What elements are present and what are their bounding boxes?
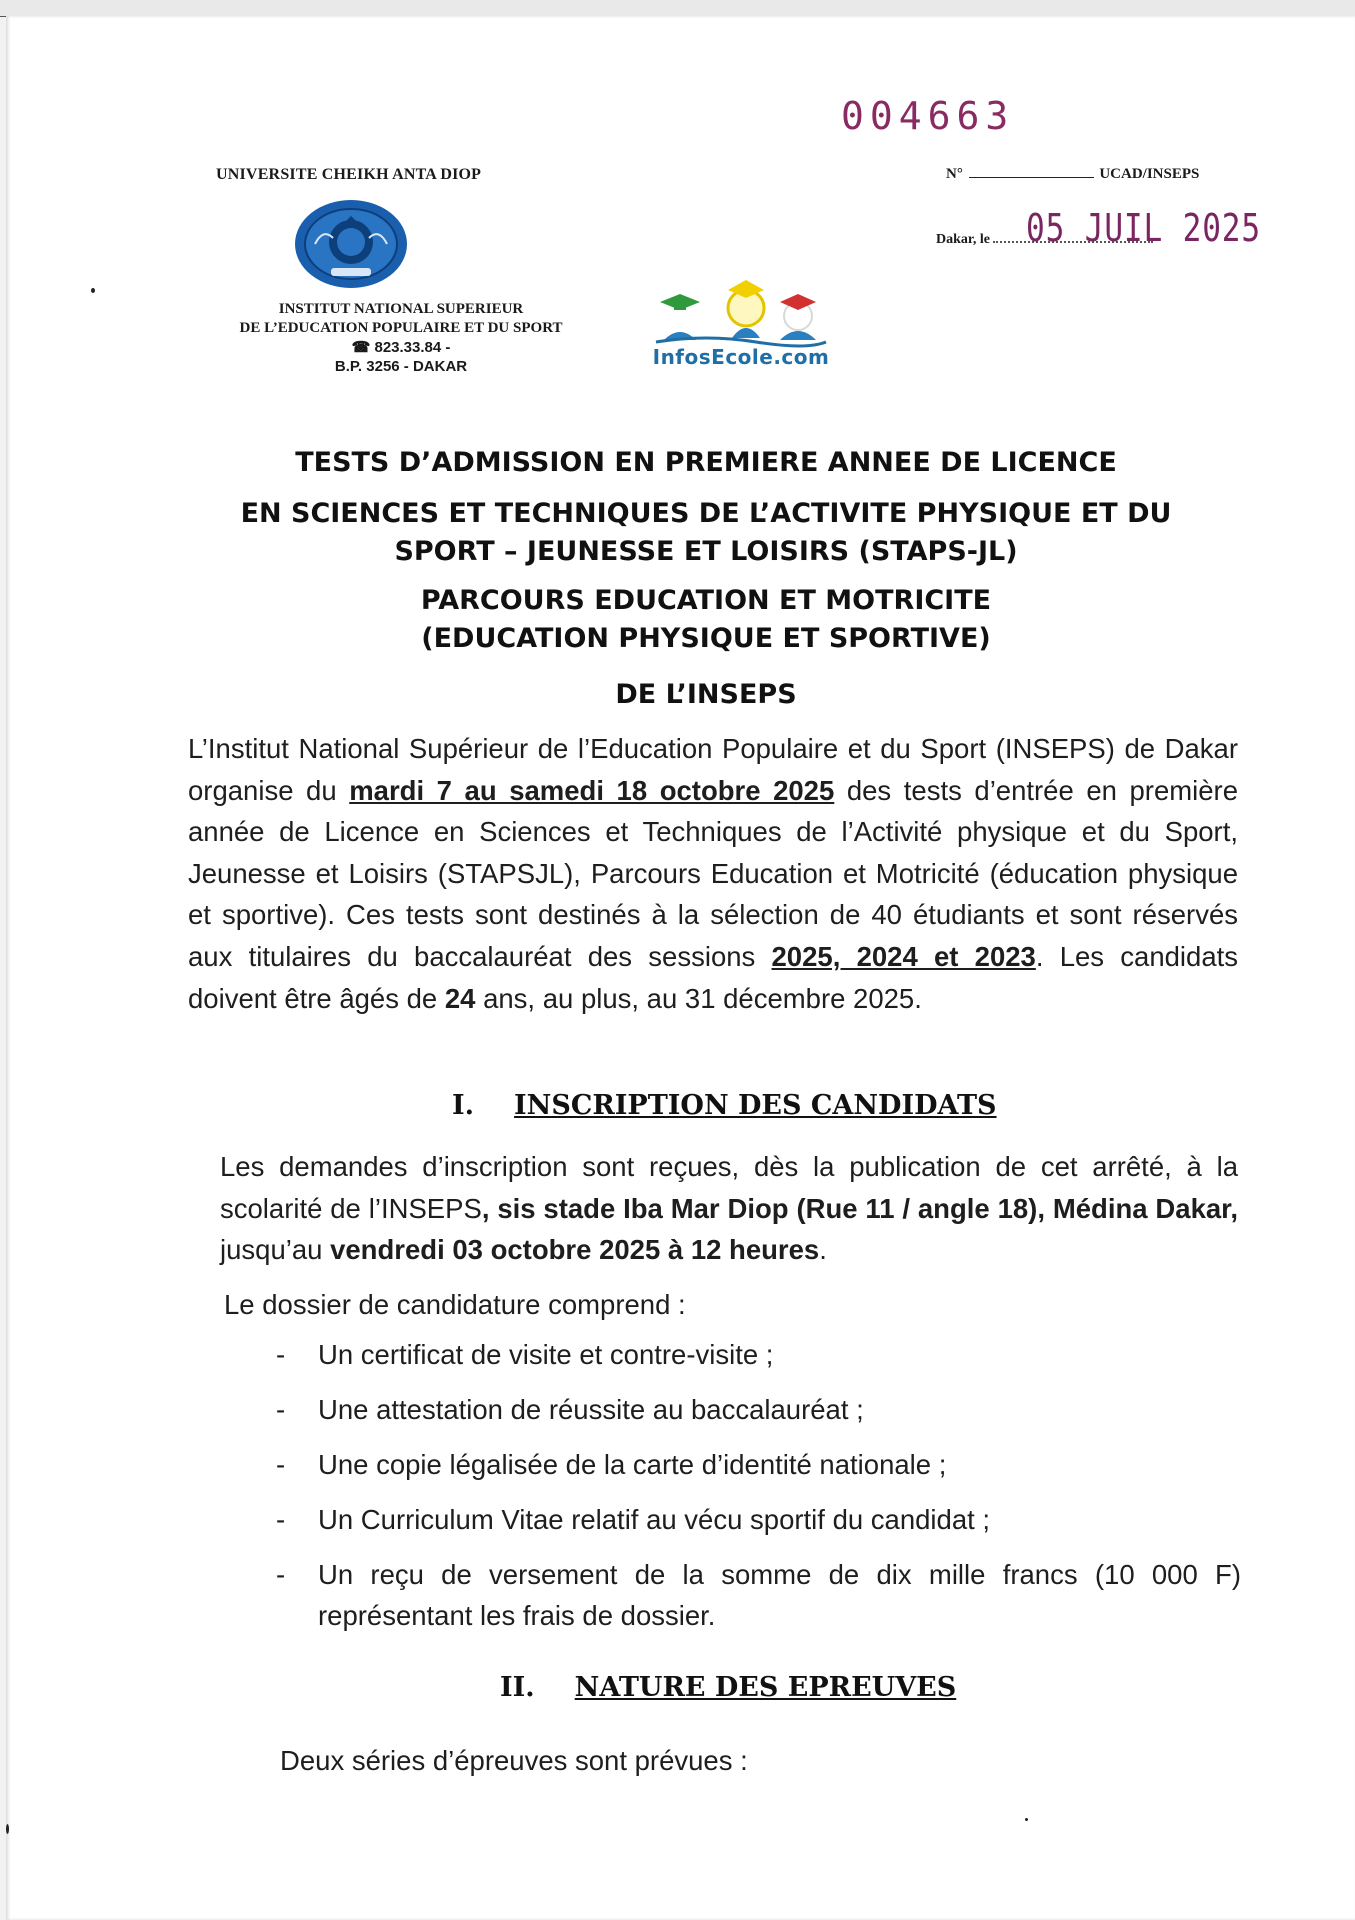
section-2-title: NATURE DES EPREUVES [574, 1672, 957, 1703]
intro-text-1: L’Institut National Supérieur de l’Education Populaire et du Sport (INSEPS) de Dakar organise du [188, 733, 1238, 806]
title-line-2: EN SCIENCES ET TECHNIQUES DE L’ACTIVITE PHYSIQUE ET DU [240, 498, 1172, 529]
intro-text-2: des tests d’entrée en première année de Licence en Sciences et Techniques de l’Activité physique et du Sport, Jeunesse et Loisirs (STAPSJL), Parcours Education et Motricité (éducation physique et sportive). Ces tests sont destinés à la sélection de 40 étudiants et sont réservés aux titulaires du baccalauréat des sessions [188, 774, 1239, 972]
intro-age: 24 [444, 982, 476, 1014]
institute-phone: ☎ 823.33.84 - [351, 339, 451, 356]
scan-top-border [0, 0, 1355, 17]
section-1-location: , sis stade Iba Mar Diop (Rue 11 / angle 18), Médina Dakar, [481, 1192, 1238, 1224]
section-1-paragraph [220, 1146, 1238, 1271]
dossier-list [276, 1334, 1241, 1650]
section-2-paragraph: Deux séries d’épreuves sont prévues : [280, 1745, 748, 1776]
title-line-5: (EDUCATION PHYSIQUE ET SPORTIVE) [421, 623, 991, 654]
scan-speck [6, 1824, 9, 1834]
title-line-3: SPORT – JEUNESSE ET LOISIRS (STAPS-JL) [394, 536, 1018, 567]
title-line-4: PARCOURS EDUCATION ET MOTRICITE [420, 585, 992, 616]
serial-number: 004663 [841, 94, 1015, 138]
institute-line1: INSTITUT NATIONAL SUPERIEUR [278, 301, 524, 317]
university-name: UNIVERSITE CHEIKH ANTA DIOP [216, 166, 482, 183]
ref-blank-line [969, 177, 1094, 178]
dossier-intro: Le dossier de candidature comprend : [224, 1289, 686, 1320]
students-icon [646, 278, 836, 348]
infosecole-brand-text: InfosEcole.com [652, 345, 830, 369]
section-1-text-3: . [819, 1234, 827, 1266]
list-item: - Un reçu de versement de la somme de dix mille francs (10 000 F) représentant les frais de dossier. [276, 1554, 1241, 1636]
section-1-title: INSCRIPTION DES CANDIDATS [514, 1090, 997, 1121]
section-1-text-2: jusqu’au [220, 1234, 331, 1266]
scan-speck [91, 288, 95, 293]
infosecole-logo [646, 278, 836, 368]
institute-po-box: B.P. 3256 - DAKAR [334, 358, 468, 375]
section-2-number: II. [500, 1672, 535, 1703]
ref-prefix: N° [946, 166, 963, 182]
list-item: - Un Curriculum Vitae relatif au vécu sportif du candidat ; [276, 1499, 1241, 1540]
intro-sessions: 2025, 2024 et 2023 [771, 940, 1036, 972]
intro-dates: mardi 7 au samedi 18 octobre 2025 [349, 774, 835, 806]
reference-number [946, 166, 1199, 183]
date-prefix: Dakar, le [936, 232, 990, 247]
document-page [6, 16, 1355, 1920]
list-item: - Une copie légalisée de la carte d’identité nationale ; [276, 1444, 1241, 1485]
title-line-1: TESTS D’ADMISSION EN PREMIERE ANNEE DE LICENCE [295, 447, 1117, 478]
scan-speck [1025, 1818, 1028, 1821]
institute-block [191, 300, 611, 376]
section-1-deadline: vendredi 03 octobre 2025 à 12 heures [330, 1234, 820, 1266]
title-line-6: DE L’INSEPS [615, 679, 797, 710]
inseps-seal-icon [293, 198, 409, 290]
list-item: - Un certificat de visite et contre-visite ; [276, 1334, 1241, 1375]
institute-line2: DE L’EDUCATION POPULAIRE ET DU SPORT [239, 320, 563, 336]
section-2-heading [500, 1672, 956, 1703]
section-1-heading [452, 1090, 997, 1121]
intro-text-4: ans, au plus, au 31 décembre 2025. [475, 982, 922, 1014]
section-1-text-1: Les demandes d’inscription sont reçues, dès la publication de cet arrêté, à la scolarité de l’INSEPS [220, 1151, 1238, 1224]
date-stamp: 05 JUIL 2025 [1026, 206, 1261, 250]
ref-suffix: UCAD/INSEPS [1099, 166, 1200, 182]
intro-text-3: . Les candidats doivent être âgés de [188, 940, 1239, 1014]
list-item: - Une attestation de réussite au baccalauréat ; [276, 1389, 1241, 1430]
section-1-number: I. [452, 1090, 475, 1121]
intro-paragraph [188, 728, 1238, 1019]
